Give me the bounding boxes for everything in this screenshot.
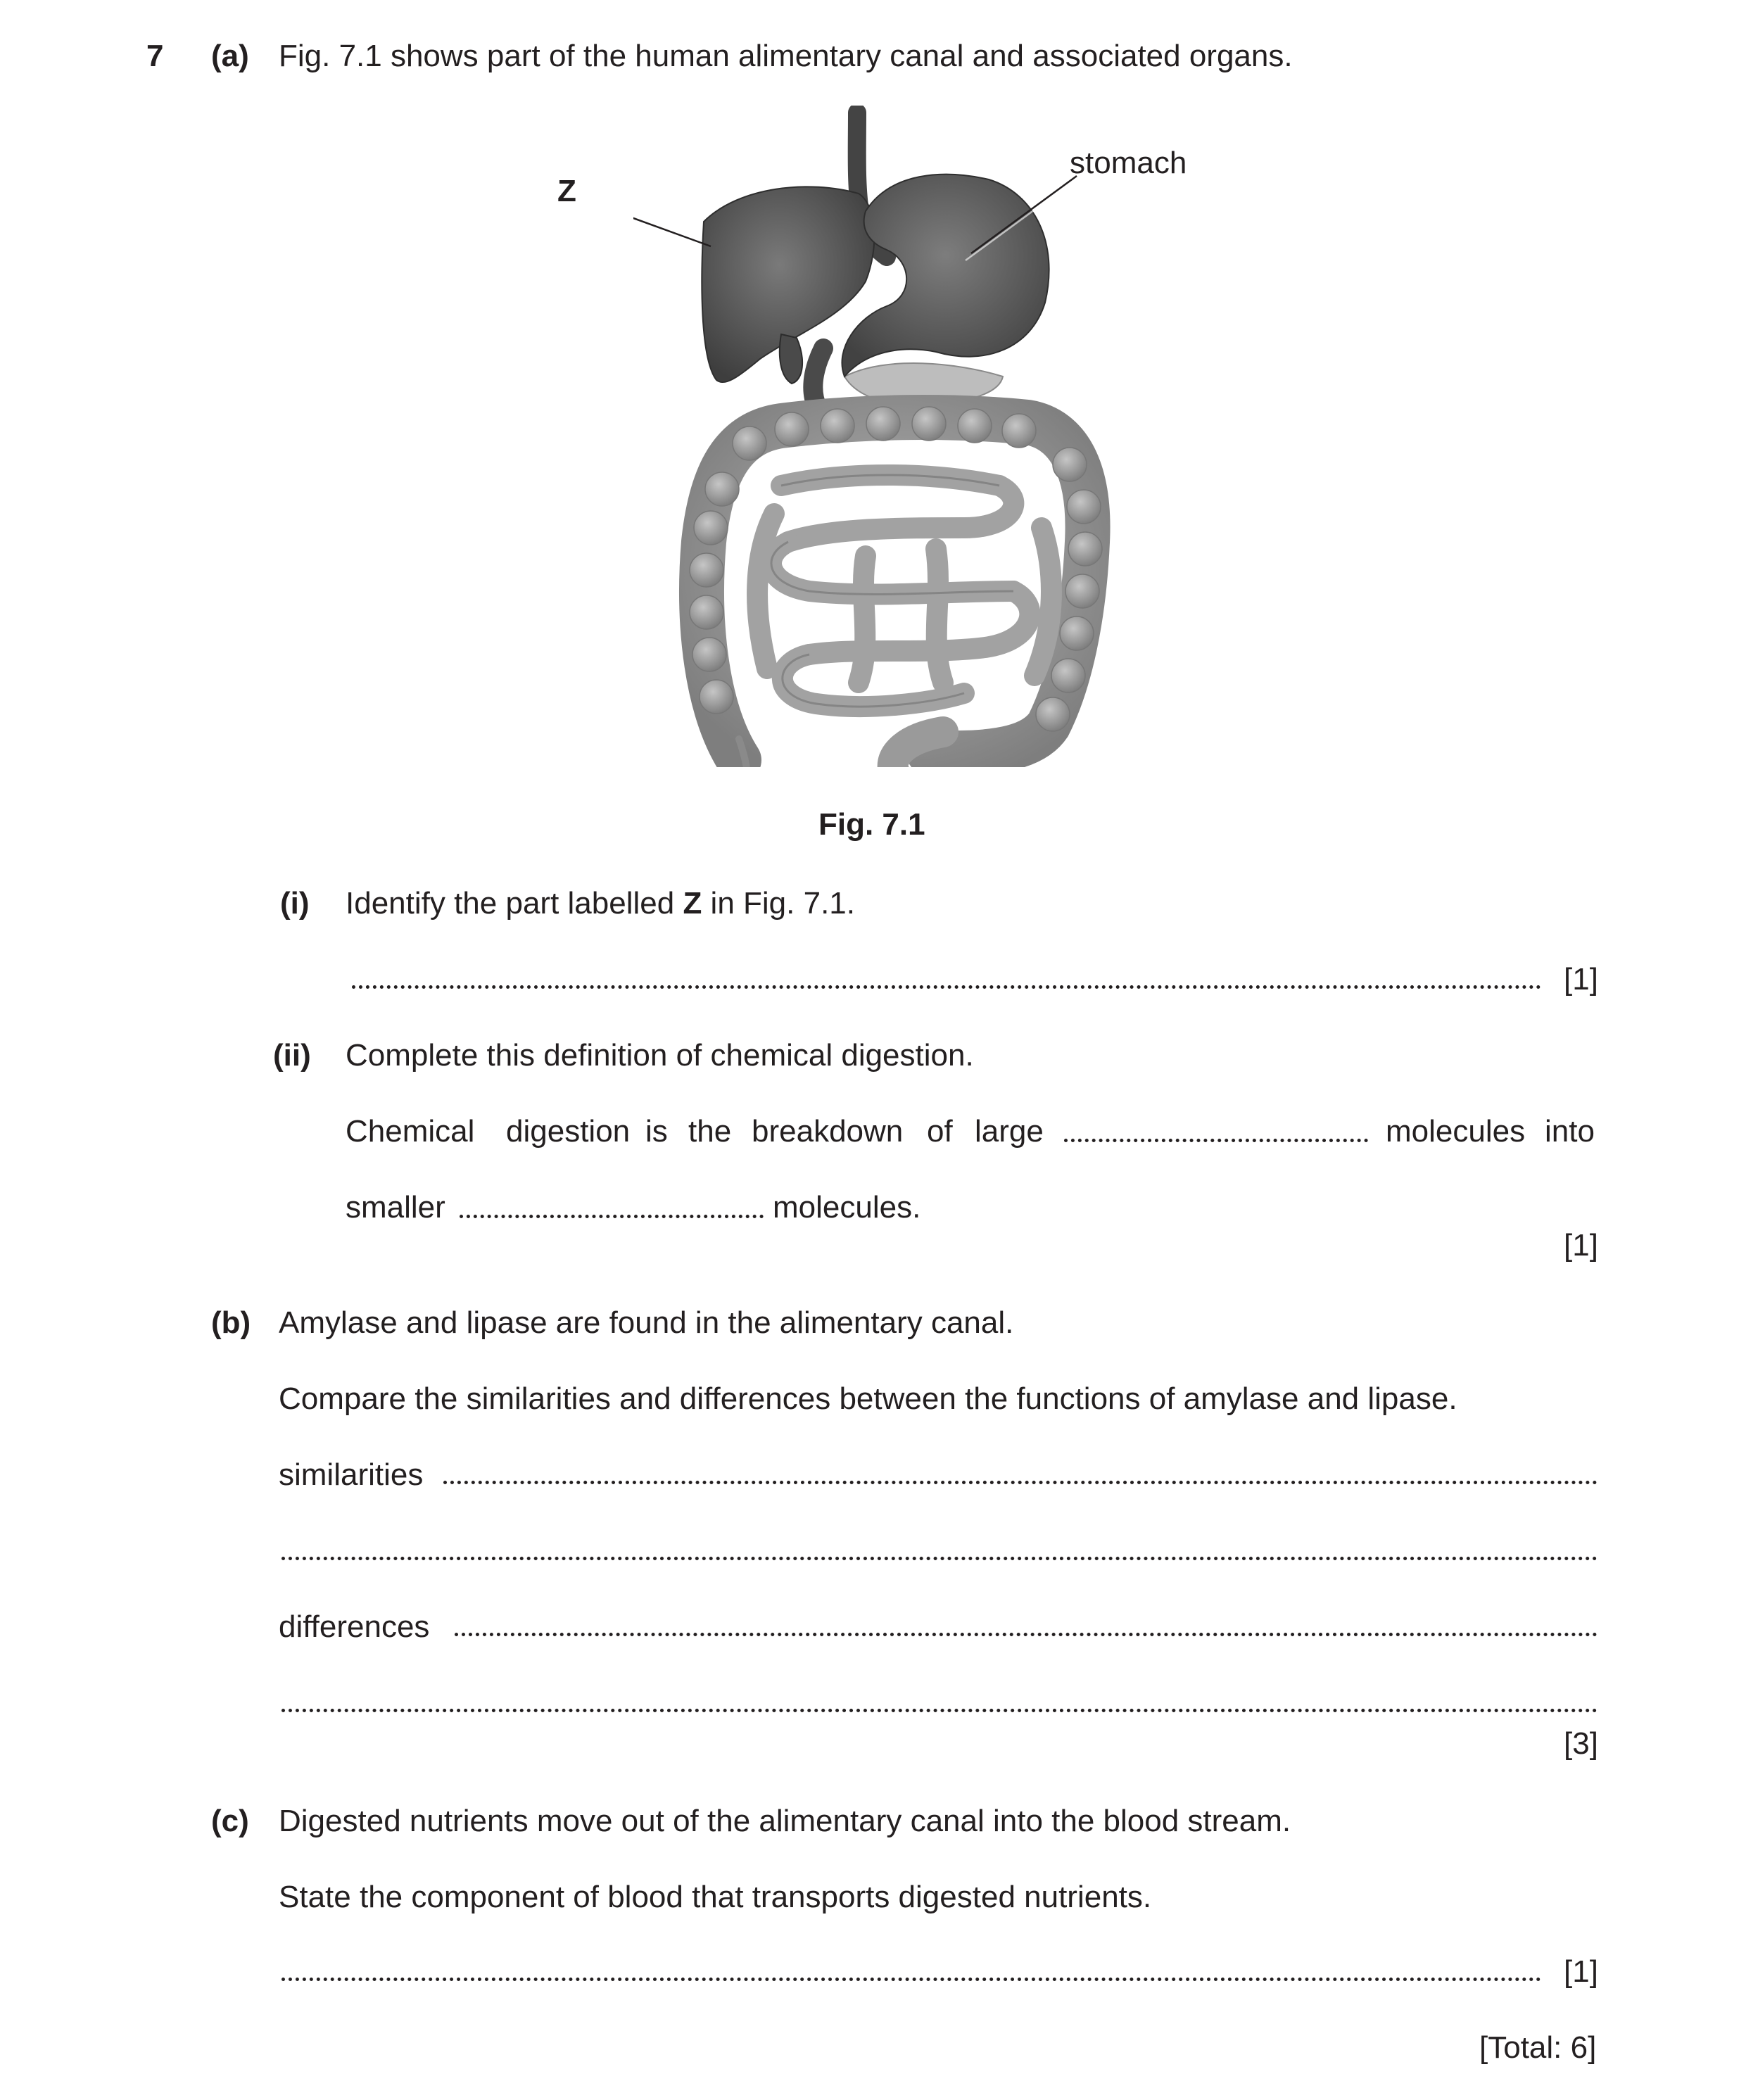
sub-ii-word: molecules [1386,1114,1526,1149]
sub-ii-word: Chemical [346,1114,475,1149]
alimentary-canal-illustration [633,106,1239,767]
sub-ii-line2-start: smaller [346,1190,445,1225]
sub-ii-word: of [927,1114,953,1149]
sub-ii-word: digestion [506,1114,631,1149]
differences-label: differences [279,1609,430,1644]
answer-line-differences-1[interactable] [455,1633,1598,1636]
sub-ii-word: into [1545,1114,1595,1149]
sub-ii-instruction: Complete this definition of chemical digestion. [346,1038,974,1073]
question-number: 7 [146,39,164,73]
sub-ii-word: is [645,1114,668,1149]
answer-line-similarities-1[interactable] [443,1481,1598,1484]
gall-bladder-shape [780,334,802,384]
figure-label-stomach: stomach [1070,146,1187,180]
figure-alimentary-canal [633,106,1239,767]
marks-part-c: [1] [1564,1954,1598,1989]
sub-ii-word: large [975,1114,1044,1149]
part-b-label: (b) [211,1305,251,1340]
answer-blank-smaller-molecules[interactable] [460,1215,764,1218]
part-a-label: (a) [211,39,249,73]
answer-line-part-c[interactable] [281,1978,1541,1981]
answer-line-similarities-2[interactable] [281,1557,1598,1560]
part-c-stem: Digested nutrients move out of the alimentary canal into the blood stream. [279,1804,1291,1838]
sub-i-label: (i) [280,886,310,921]
marks-part-b: [3] [1564,1726,1598,1761]
figure-label-z: Z [557,174,576,208]
part-b-instruction: Compare the similarities and differences between the functions of amylase and lipase. [279,1381,1457,1416]
sub-ii-line2-end: molecules. [773,1190,921,1225]
answer-blank-large-molecules[interactable] [1064,1139,1368,1142]
part-c-label: (c) [211,1804,249,1838]
label-z-leader-line [633,204,711,246]
similarities-label: similarities [279,1457,424,1492]
part-c-instruction: State the component of blood that transports digested nutrients. [279,1880,1152,1914]
part-a-stem: Fig. 7.1 shows part of the human alimentary canal and associated organs. [279,39,1293,73]
sub-ii-label: (ii) [273,1038,311,1073]
sub-ii-word: breakdown [752,1114,904,1149]
answer-line-differences-2[interactable] [281,1709,1598,1712]
part-b-stem: Amylase and lipase are found in the alimentary canal. [279,1305,1014,1340]
marks-sub-ii: [1] [1564,1228,1598,1263]
answer-line-sub-i[interactable] [352,985,1541,989]
sub-ii-word: the [688,1114,732,1149]
stomach-shape [842,175,1049,377]
question-total: [Total: 6] [1479,2030,1597,2065]
sub-i-question: Identify the part labelled Z in Fig. 7.1. [346,886,855,921]
figure-caption: Fig. 7.1 [818,807,925,842]
marks-sub-i: [1] [1564,962,1598,997]
